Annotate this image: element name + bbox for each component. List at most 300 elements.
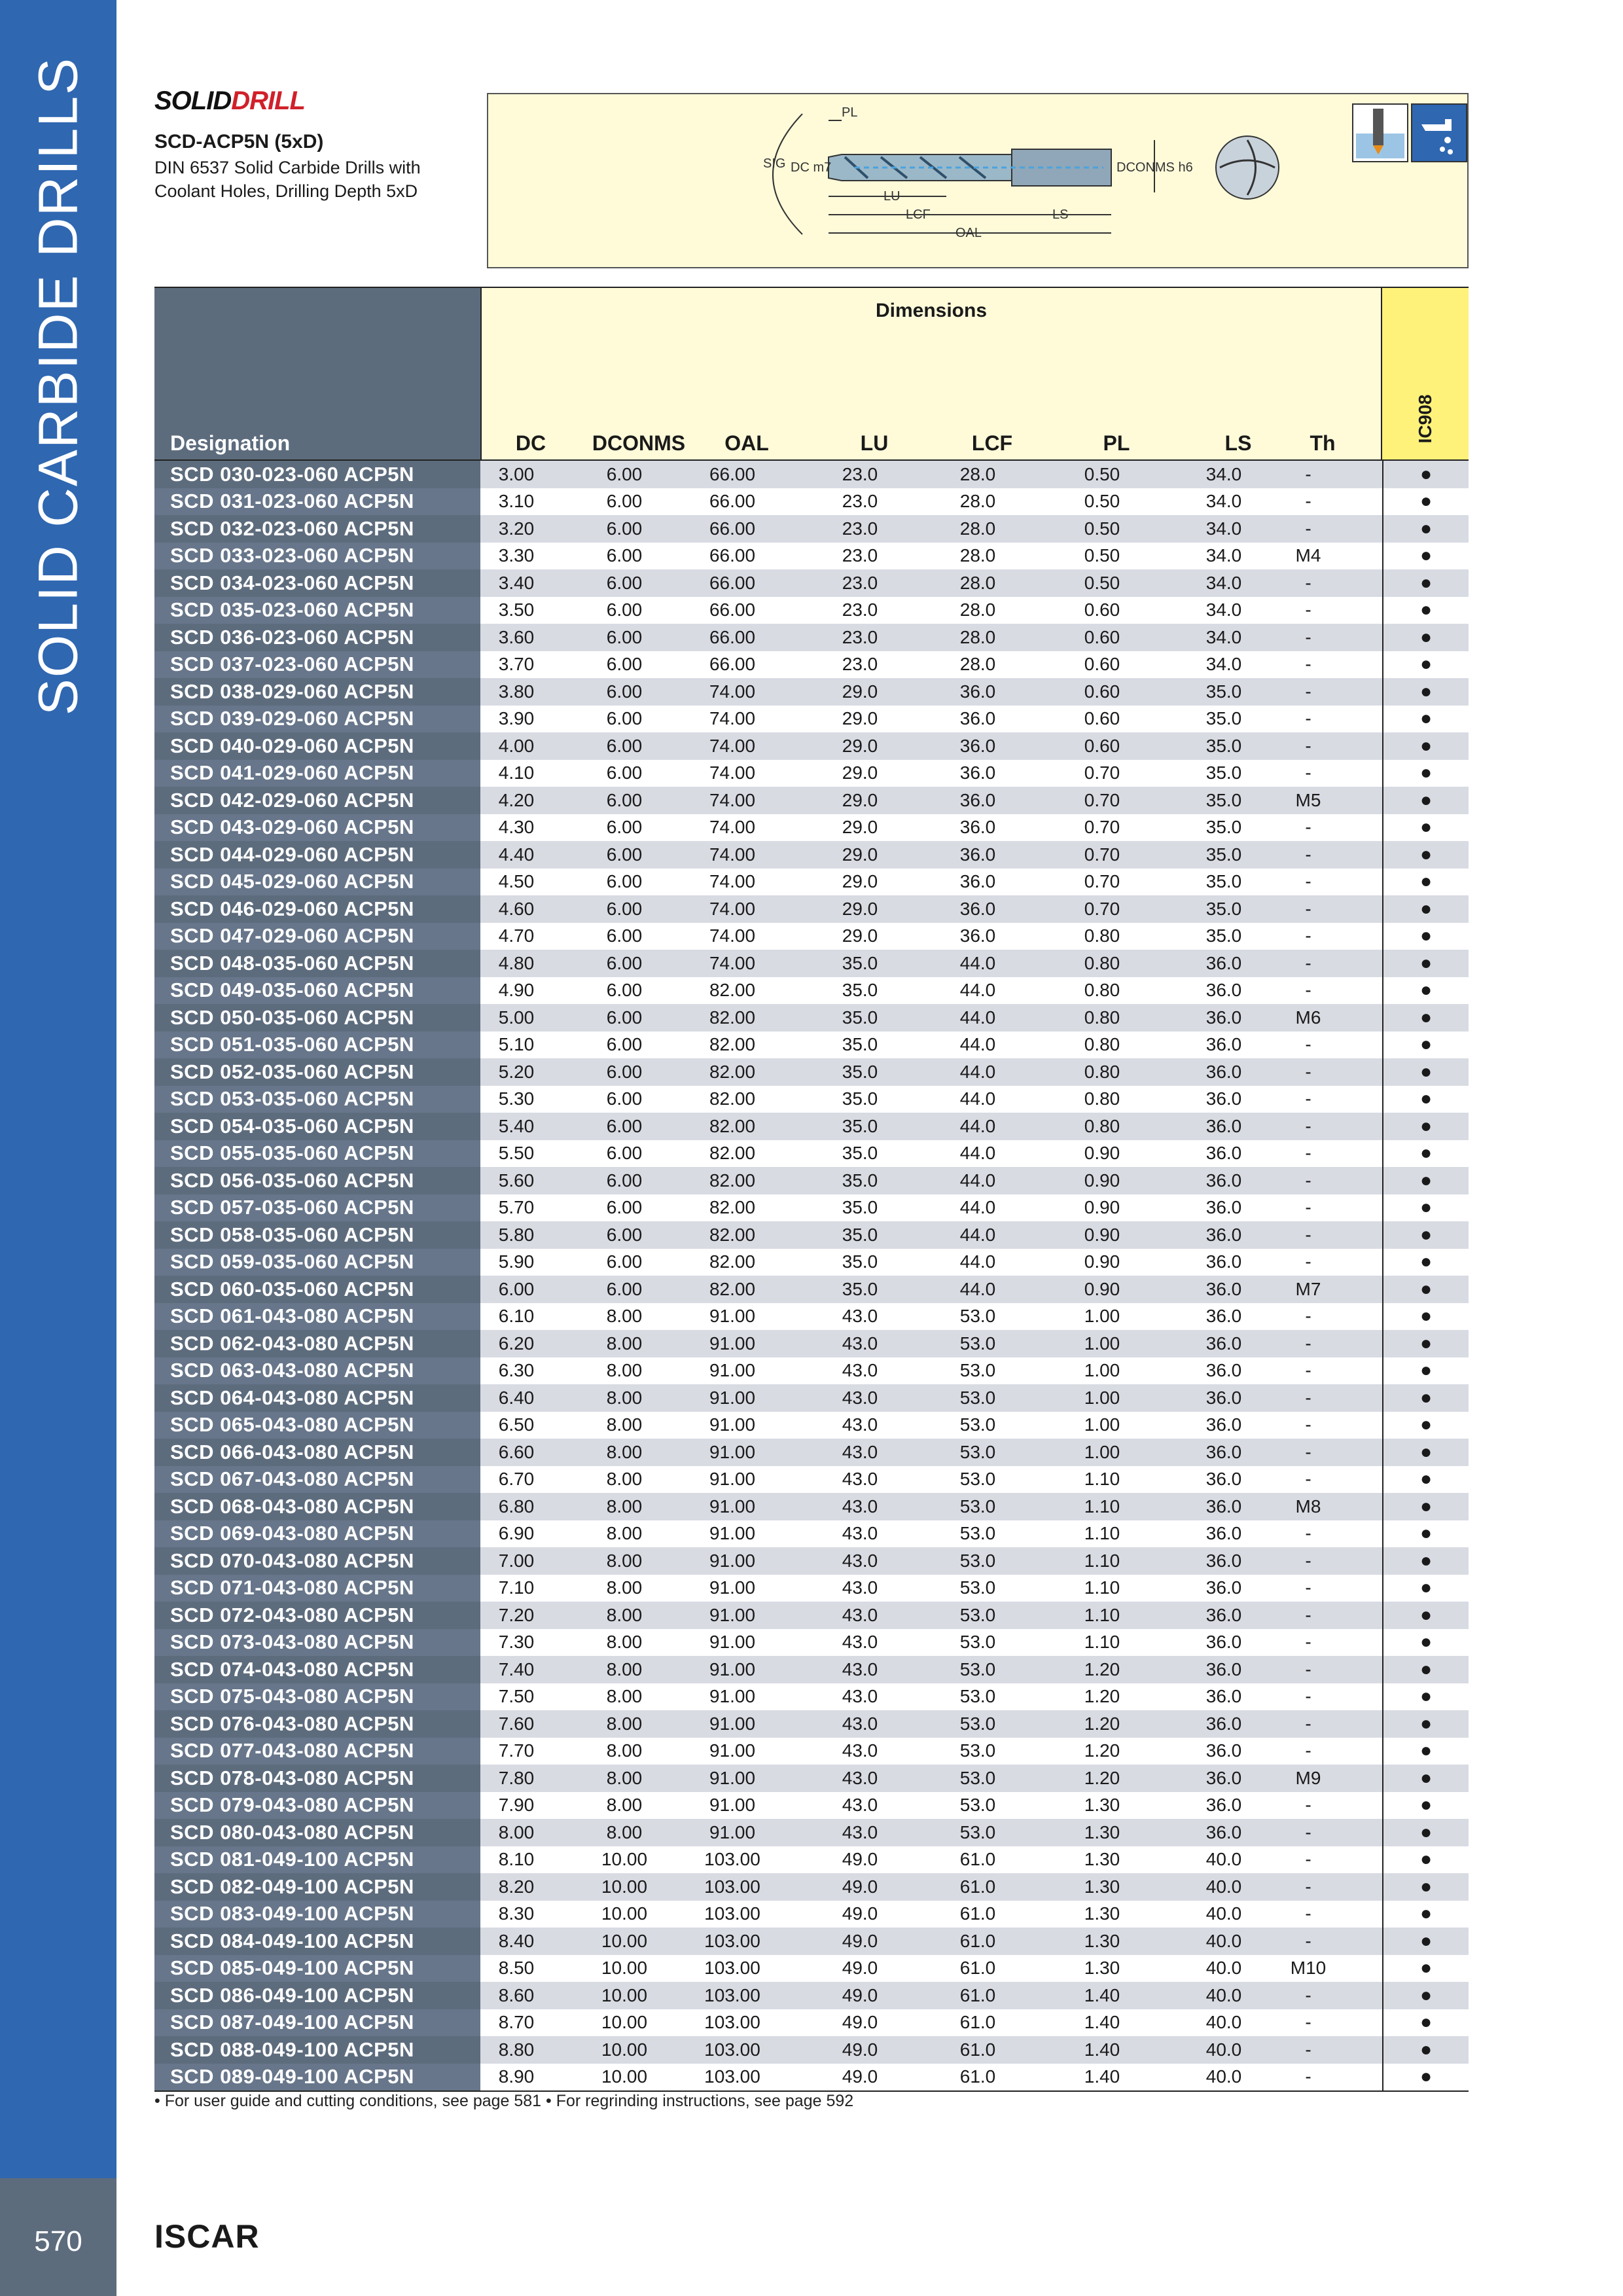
drill-diagram [487,93,1469,268]
lu-cell: 29.0 [842,708,878,729]
table-row [154,1439,1469,1466]
designation-cell: SCD 088-049-100 ACP5N [154,2036,480,2064]
dconms-cell: 6.00 [606,871,643,892]
lu-cell: 29.0 [842,817,878,838]
oal-cell: 91.00 [709,1740,756,1761]
dc-cell: 7.50 [498,1686,535,1707]
dconms-cell: 6.00 [606,1034,643,1055]
table-row [154,1384,1469,1412]
lu-cell: 35.0 [842,1224,878,1245]
ls-cell: 34.0 [1205,654,1242,675]
pl-cell: 1.10 [1084,1632,1120,1653]
dc-cell: 4.10 [498,762,535,783]
th-cell: - [1305,1930,1311,1951]
grade-availability-cell: ● [1382,895,1469,923]
oal-cell: 103.00 [704,2039,760,2060]
designation-cell: SCD 034-023-060 ACP5N [154,569,480,597]
dconms-cell: 6.00 [606,1224,643,1245]
grade-availability-cell: ● [1382,1384,1469,1412]
lcf-cell: 36.0 [959,708,996,729]
designation-cell: SCD 084-049-100 ACP5N [154,1928,480,1955]
lu-cell: 43.0 [842,1740,878,1761]
dconms-cell: 8.00 [606,1306,643,1327]
pl-cell: 1.20 [1084,1767,1120,1788]
lu-cell: 23.0 [842,654,878,675]
lu-cell: 43.0 [842,1414,878,1435]
ls-cell: 40.0 [1205,1849,1242,1870]
ls-cell: 36.0 [1205,1306,1242,1327]
lu-cell: 43.0 [842,1659,878,1679]
oal-cell: 91.00 [709,1632,756,1653]
dconms-cell: 8.00 [606,1821,643,1842]
lcf-cell: 44.0 [959,1115,996,1136]
grade-availability-cell: ● [1382,1873,1469,1901]
dconms-cell: 10.00 [601,1930,648,1951]
ls-cell: 40.0 [1205,1903,1242,1924]
dc-cell: 8.10 [498,1849,535,1870]
grade-availability-cell: ● [1382,923,1469,950]
lcf-cell: 44.0 [959,1278,996,1299]
lcf-cell: 53.0 [959,1659,996,1679]
table-row [154,678,1469,706]
table-row [154,651,1469,679]
lcf-cell: 36.0 [959,925,996,946]
designation-cell: SCD 083-049-100 ACP5N [154,1901,480,1928]
pl-cell: 0.90 [1084,1278,1120,1299]
lu-cell: 23.0 [842,600,878,620]
designation-cell: SCD 074-043-080 ACP5N [154,1656,480,1683]
th-cell: - [1305,844,1311,865]
lcf-cell: 28.0 [959,626,996,647]
ls-cell: 40.0 [1205,1876,1242,1897]
designation-cell: SCD 089-049-100 ACP5N [154,2064,480,2091]
oal-cell: 91.00 [709,1496,756,1516]
th-cell: - [1305,1197,1311,1218]
table-row [154,1629,1469,1657]
lu-cell: 43.0 [842,1333,878,1354]
dc-cell: 4.20 [498,789,535,810]
ls-cell: 36.0 [1205,1088,1242,1109]
lcf-cell: 44.0 [959,980,996,1001]
th-cell: - [1305,518,1311,539]
ls-cell: 36.0 [1205,1550,1242,1571]
designation-cell: SCD 081-049-100 ACP5N [154,1846,480,1874]
dconms-cell: 8.00 [606,1496,643,1516]
lcf-cell: 44.0 [959,1088,996,1109]
designation-cell: SCD 082-049-100 ACP5N [154,1873,480,1901]
designation-cell: SCD 045-029-060 ACP5N [154,869,480,896]
designation-cell: SCD 036-023-060 ACP5N [154,624,480,651]
oal-cell: 74.00 [709,925,756,946]
th-cell: - [1305,1686,1311,1707]
designation-cell: SCD 061-043-080 ACP5N [154,1303,480,1331]
dc-cell: 8.30 [498,1903,535,1924]
ls-cell: 40.0 [1205,2039,1242,2060]
grade-availability-cell: ● [1382,1683,1469,1711]
dc-cell: 4.30 [498,817,535,838]
table-row [154,1493,1469,1520]
th-cell: - [1305,925,1311,946]
dc-cell: 6.00 [498,1278,535,1299]
oal-cell: 74.00 [709,789,756,810]
oal-cell: 103.00 [704,1849,760,1870]
pl-cell: 0.90 [1084,1143,1120,1164]
dc-cell: 8.80 [498,2039,535,2060]
lu-cell: 49.0 [842,1849,878,1870]
oal-cell: 66.00 [709,518,756,539]
pl-cell: 1.30 [1084,1821,1120,1842]
product-name: SCD-ACP5N (5xD) [154,131,324,152]
oal-cell: 66.00 [709,572,756,593]
dconms-cell: 8.00 [606,1659,643,1679]
oal-cell: 82.00 [709,1197,756,1218]
dc-cell: 6.50 [498,1414,535,1435]
product-description [154,156,495,203]
th-cell: - [1305,1550,1311,1571]
dconms-cell: 6.00 [606,1088,643,1109]
ls-cell: 36.0 [1205,1604,1242,1625]
oal-cell: 74.00 [709,735,756,756]
th-cell: - [1305,1876,1311,1897]
lcf-cell: 61.0 [959,1958,996,1979]
grade-availability-cell: ● [1382,1058,1469,1086]
dconms-cell: 8.00 [606,1414,643,1435]
grade-availability-cell: ● [1382,1928,1469,1955]
ls-cell: 40.0 [1205,1958,1242,1979]
col-header-pl: PL [1103,431,1130,455]
oal-cell: 91.00 [709,1686,756,1707]
table-row [154,1873,1469,1901]
lcf-cell: 53.0 [959,1550,996,1571]
th-cell: - [1305,735,1311,756]
dconms-cell: 6.00 [606,844,643,865]
table-row [154,2064,1469,2091]
grade-availability-cell: ● [1382,1031,1469,1059]
oal-cell: 91.00 [709,1414,756,1435]
table-row [154,543,1469,570]
grade-availability-cell: ● [1382,1330,1469,1357]
designation-cell: SCD 044-029-060 ACP5N [154,841,480,869]
th-cell: - [1305,1251,1311,1272]
oal-cell: 74.00 [709,952,756,973]
table-row [154,814,1469,842]
dc-cell: 5.80 [498,1224,535,1245]
header-designation-cell [154,288,480,459]
table-row [154,787,1469,814]
oal-cell: 66.00 [709,626,756,647]
lcf-cell: 61.0 [959,1984,996,2005]
grade-availability-cell: ● [1382,841,1469,869]
lu-cell: 29.0 [842,762,878,783]
oal-cell: 82.00 [709,1251,756,1272]
pl-cell: 1.40 [1084,1984,1120,2005]
table-row [154,1602,1469,1629]
ls-cell: 35.0 [1205,789,1242,810]
designation-cell: SCD 080-043-080 ACP5N [154,1819,480,1846]
oal-cell: 66.00 [709,545,756,566]
table-row [154,1113,1469,1140]
lu-cell: 35.0 [842,952,878,973]
oal-cell: 74.00 [709,762,756,783]
designation-cell: SCD 030-023-060 ACP5N [154,461,480,488]
lcf-cell: 28.0 [959,600,996,620]
table-row [154,869,1469,896]
th-cell: - [1305,463,1311,484]
th-cell: - [1305,491,1311,512]
dconms-cell: 10.00 [601,1876,648,1897]
ls-cell: 35.0 [1205,681,1242,702]
lu-cell: 35.0 [842,1088,878,1109]
oal-cell: 74.00 [709,708,756,729]
lcf-cell: 28.0 [959,545,996,566]
sidebar-title: SOLID CARBIDE DRILLS [27,56,89,716]
designation-cell: SCD 041-029-060 ACP5N [154,760,480,787]
pl-cell: 1.30 [1084,1903,1120,1924]
ls-cell: 36.0 [1205,1795,1242,1816]
grade-availability-cell: ● [1382,1276,1469,1303]
pl-cell: 0.90 [1084,1197,1120,1218]
table-row [154,1819,1469,1846]
th-cell: - [1305,1224,1311,1245]
dconms-cell: 6.00 [606,898,643,919]
grade-availability-cell: ● [1382,1819,1469,1846]
table-row [154,1846,1469,1874]
th-cell: M6 [1295,1007,1321,1028]
lu-cell: 49.0 [842,1930,878,1951]
table-row [154,977,1469,1005]
dc-cell: 6.10 [498,1306,535,1327]
dconms-cell: 6.00 [606,572,643,593]
dconms-cell: 8.00 [606,1767,643,1788]
designation-cell: SCD 048-035-060 ACP5N [154,950,480,977]
table-row [154,706,1469,733]
lcf-cell: 53.0 [959,1360,996,1381]
dconms-cell: 6.00 [606,681,643,702]
lu-cell: 35.0 [842,980,878,1001]
ls-cell: 34.0 [1205,463,1242,484]
th-cell: - [1305,708,1311,729]
ls-cell: 35.0 [1205,817,1242,838]
ls-cell: 36.0 [1205,1577,1242,1598]
lcf-cell: 53.0 [959,1767,996,1788]
lu-cell: 29.0 [842,735,878,756]
grade-availability-cell: ● [1382,977,1469,1005]
pl-cell: 0.60 [1084,600,1120,620]
dc-cell: 3.10 [498,491,535,512]
grade-availability-cell: ● [1382,869,1469,896]
lu-cell: 43.0 [842,1713,878,1734]
oal-cell: 82.00 [709,1034,756,1055]
dc-cell: 7.70 [498,1740,535,1761]
ls-cell: 40.0 [1205,2012,1242,2033]
lcf-cell: 61.0 [959,2012,996,2033]
grade-availability-cell: ● [1382,543,1469,570]
dc-cell: 6.40 [498,1387,535,1408]
pl-cell: 0.70 [1084,762,1120,783]
dconms-cell: 6.00 [606,600,643,620]
designation-cell: SCD 049-035-060 ACP5N [154,977,480,1005]
dconms-cell: 10.00 [601,1984,648,2005]
pl-cell: 0.80 [1084,925,1120,946]
dconms-cell: 6.00 [606,626,643,647]
ls-cell: 36.0 [1205,1170,1242,1191]
ls-cell: 34.0 [1205,572,1242,593]
lcf-cell: 53.0 [959,1333,996,1354]
dconms-cell: 6.00 [606,1115,643,1136]
designation-cell: SCD 064-043-080 ACP5N [154,1384,480,1412]
lu-cell: 35.0 [842,1034,878,1055]
th-cell: - [1305,1713,1311,1734]
dc-cell: 7.30 [498,1632,535,1653]
table-row [154,488,1469,516]
pl-cell: 0.60 [1084,735,1120,756]
oal-cell: 74.00 [709,817,756,838]
lcf-cell: 61.0 [959,2039,996,2060]
pl-cell: 1.30 [1084,1930,1120,1951]
dconms-cell: 8.00 [606,1740,643,1761]
lu-cell: 29.0 [842,681,878,702]
coolant-icon [1411,103,1467,162]
th-cell: - [1305,1523,1311,1544]
lcf-cell: 36.0 [959,789,996,810]
designation-cell: SCD 046-029-060 ACP5N [154,895,480,923]
ls-cell: 36.0 [1205,1224,1242,1245]
lu-cell: 43.0 [842,1686,878,1707]
oal-cell: 82.00 [709,1007,756,1028]
dc-cell: 7.40 [498,1659,535,1679]
lu-cell: 43.0 [842,1821,878,1842]
designation-cell: SCD 069-043-080 ACP5N [154,1520,480,1548]
table-row [154,1683,1469,1711]
lcf-cell: 36.0 [959,762,996,783]
ls-cell: 36.0 [1205,1659,1242,1679]
ls-cell: 36.0 [1205,1686,1242,1707]
grade-availability-cell: ● [1382,678,1469,706]
dc-cell: 5.50 [498,1143,535,1164]
dc-cell: 3.20 [498,518,535,539]
pl-cell: 1.10 [1084,1496,1120,1516]
pl-cell: 1.40 [1084,2066,1120,2087]
grade-availability-cell: ● [1382,2009,1469,2037]
lcf-cell: 44.0 [959,1143,996,1164]
designation-cell: SCD 065-043-080 ACP5N [154,1412,480,1439]
table-row [154,1221,1469,1249]
grade-availability-cell: ● [1382,1004,1469,1031]
th-cell: - [1305,1659,1311,1679]
th-cell: M4 [1295,545,1321,566]
drill-end-view [1216,136,1279,199]
th-cell: - [1305,1632,1311,1653]
th-cell: - [1305,2039,1311,2060]
grade-availability-cell: ● [1382,651,1469,679]
th-cell: - [1305,1414,1311,1435]
dc-cell: 8.50 [498,1958,535,1979]
th-cell: - [1305,1088,1311,1109]
ls-cell: 36.0 [1205,1333,1242,1354]
table-row [154,1982,1469,2009]
oal-cell: 103.00 [704,2012,760,2033]
grade-availability-cell: ● [1382,1765,1469,1792]
lcf-cell: 36.0 [959,844,996,865]
designation-cell: SCD 067-043-080 ACP5N [154,1466,480,1494]
ls-cell: 36.0 [1205,1821,1242,1842]
designation-cell: SCD 079-043-080 ACP5N [154,1792,480,1820]
th-cell: - [1305,1469,1311,1490]
oal-cell: 82.00 [709,1224,756,1245]
dc-cell: 5.40 [498,1115,535,1136]
lcf-cell: 44.0 [959,1170,996,1191]
designation-cell: SCD 085-049-100 ACP5N [154,1955,480,1982]
th-cell: - [1305,1577,1311,1598]
table-row [154,1466,1469,1494]
pl-cell: 0.50 [1084,545,1120,566]
brand-logo: ISCAR [154,2218,260,2255]
ls-cell: 36.0 [1205,1034,1242,1055]
col-header-lu: LU [860,431,889,455]
oal-cell: 82.00 [709,1088,756,1109]
dc-cell: 8.90 [498,2066,535,2087]
lu-cell: 29.0 [842,871,878,892]
pl-cell: 1.30 [1084,1849,1120,1870]
lu-cell: 43.0 [842,1387,878,1408]
pl-cell: 0.50 [1084,491,1120,512]
grade-availability-cell: ● [1382,461,1469,488]
ls-cell: 36.0 [1205,1767,1242,1788]
pl-cell: 0.70 [1084,871,1120,892]
dconms-cell: 6.00 [606,1061,643,1082]
dconms-cell: 10.00 [601,2012,648,2033]
lu-cell: 43.0 [842,1632,878,1653]
dc-cell: 6.80 [498,1496,535,1516]
pl-cell: 1.00 [1084,1387,1120,1408]
ls-cell: 36.0 [1205,1496,1242,1516]
designation-cell: SCD 066-043-080 ACP5N [154,1439,480,1466]
dconms-cell: 6.00 [606,1278,643,1299]
dc-cell: 5.70 [498,1197,535,1218]
ls-cell: 35.0 [1205,898,1242,919]
dc-cell: 8.00 [498,1821,535,1842]
dconms-cell: 6.00 [606,762,643,783]
lu-cell: 49.0 [842,1958,878,1979]
table-row [154,624,1469,651]
th-cell: M7 [1295,1278,1321,1299]
pl-cell: 1.10 [1084,1550,1120,1571]
dc-cell: 4.80 [498,952,535,973]
designation-cell: SCD 054-035-060 ACP5N [154,1113,480,1140]
lu-cell: 23.0 [842,518,878,539]
ls-cell: 36.0 [1205,1441,1242,1462]
designation-cell: SCD 051-035-060 ACP5N [154,1031,480,1059]
grade-availability-cell: ● [1382,706,1469,733]
oal-cell: 82.00 [709,1143,756,1164]
table-row [154,1194,1469,1222]
designation-cell: SCD 073-043-080 ACP5N [154,1629,480,1657]
grade-availability-cell: ● [1382,1466,1469,1494]
oal-cell: 66.00 [709,600,756,620]
pl-cell: 1.20 [1084,1740,1120,1761]
header-grade-cell [1382,288,1469,459]
pl-cell: 0.70 [1084,817,1120,838]
lu-cell: 23.0 [842,463,878,484]
th-cell: M9 [1295,1767,1321,1788]
lu-cell: 49.0 [842,2012,878,2033]
lu-cell: 43.0 [842,1577,878,1598]
pl-cell: 1.00 [1084,1414,1120,1435]
dconms-cell: 6.00 [606,545,643,566]
ls-cell: 35.0 [1205,735,1242,756]
lu-cell: 35.0 [842,1251,878,1272]
product-table [154,287,1469,2092]
